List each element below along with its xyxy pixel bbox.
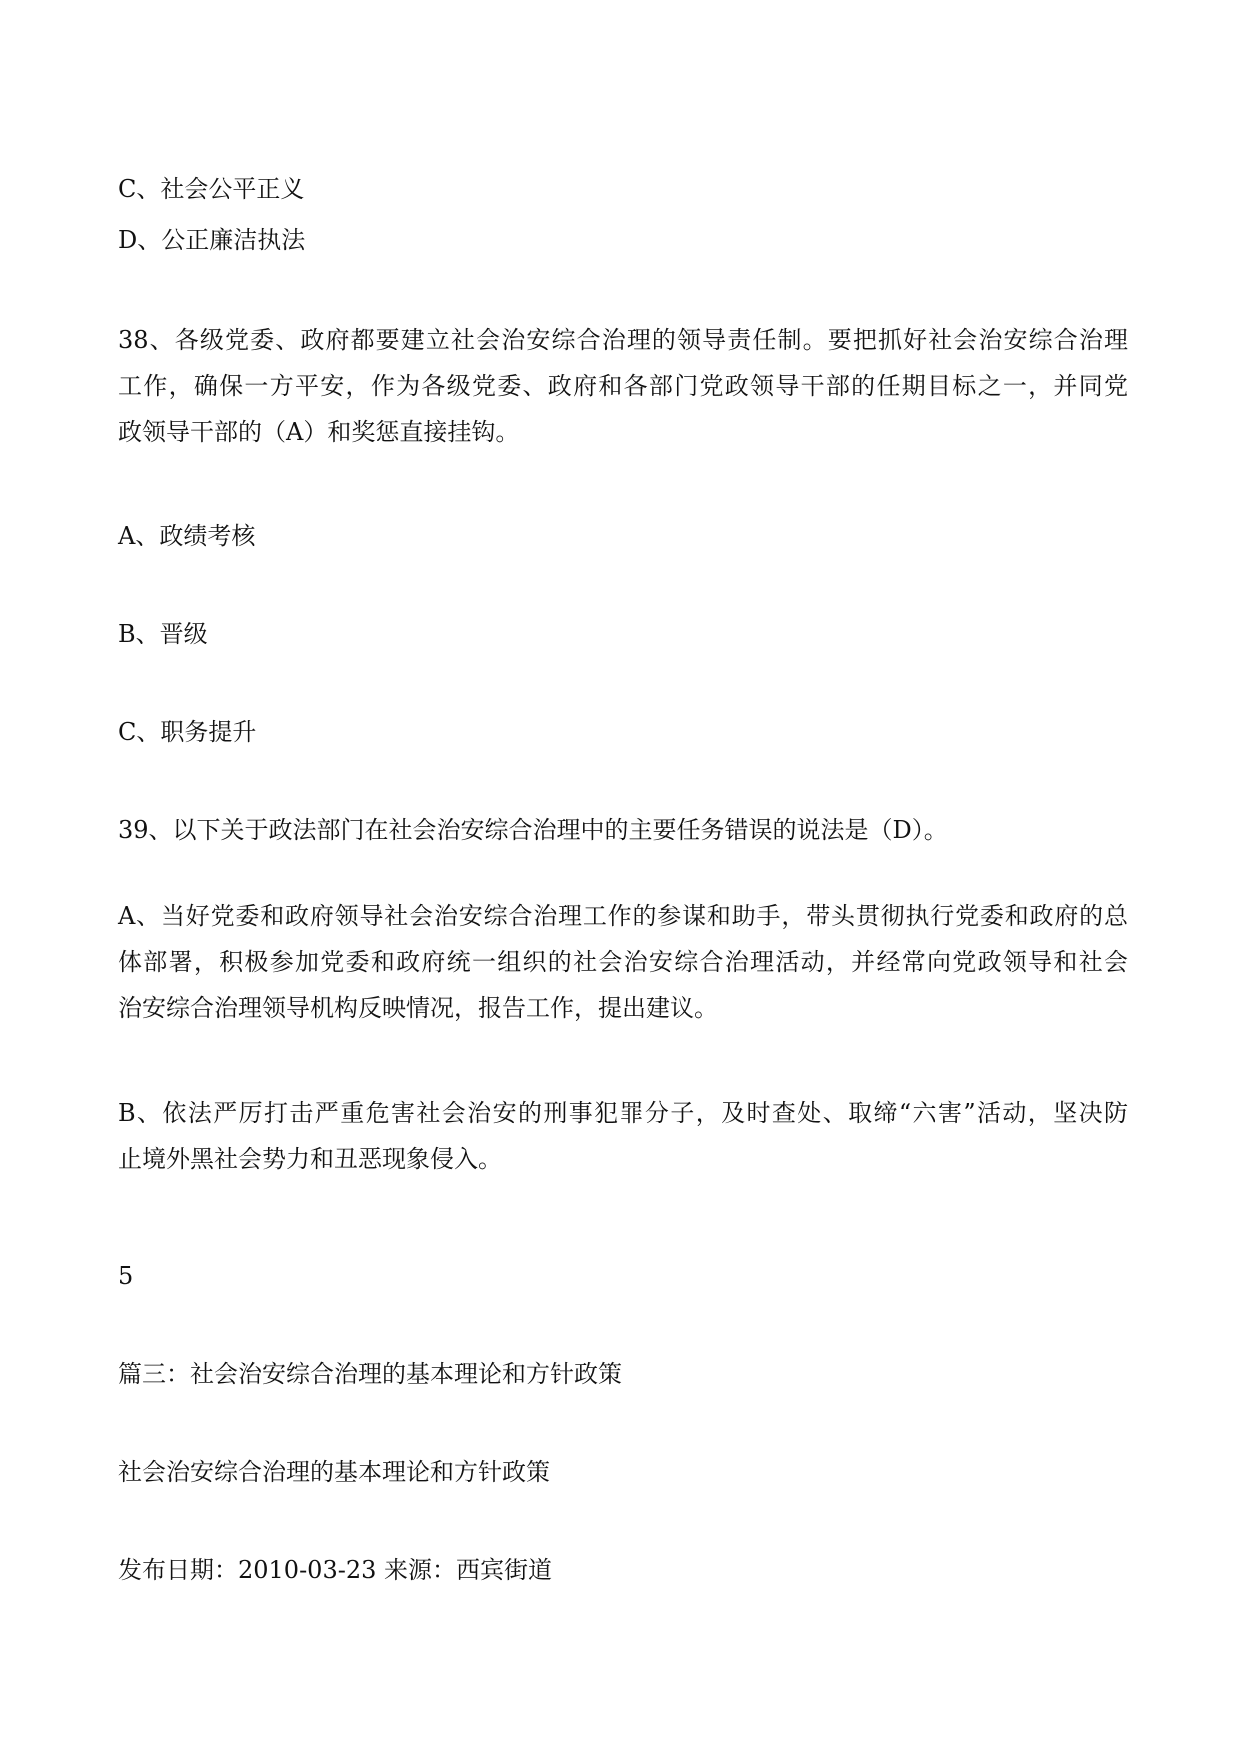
q38-option-c: C、职务提升 xyxy=(118,718,257,746)
section-meta: 发布日期：2010-03-23 来源：西宾街道 xyxy=(118,1556,553,1584)
page-number: 5 xyxy=(118,1262,134,1290)
q38-line-1: 38、各级党委、政府都要建立社会治安综合治理的领导责任制。要把抓好社会治安综合治理 xyxy=(118,326,1128,354)
q39-option-a-line-1: A、当好党委和政府领导社会治安综合治理工作的参谋和助手，带头贯彻执行党委和政府的总 xyxy=(118,902,1128,930)
q38-option-a: A、政绩考核 xyxy=(118,522,256,550)
q38-option-b: B、晋级 xyxy=(118,620,208,648)
q38-question xyxy=(118,317,1128,455)
q37-option-c: C、社会公平正义 xyxy=(118,175,305,203)
section-heading: 篇三：社会治安综合治理的基本理论和方针政策 xyxy=(118,1360,622,1388)
q39-option-a-line-2: 体部署，积极参加党委和政府统一组织的社会治安综合治理活动，并经常向党政领导和社会 xyxy=(118,948,1128,976)
q39-option-a-line-3: 治安综合治理领导机构反映情况，报告工作，提出建议。 xyxy=(118,994,718,1022)
q39-option-b xyxy=(118,1090,1128,1182)
q39-option-a xyxy=(118,893,1128,1031)
q39-question: 39、以下关于政法部门在社会治安综合治理中的主要任务错误的说法是（D）。 xyxy=(118,816,948,844)
q39-option-b-line-1: B、依法严厉打击严重危害社会治安的刑事犯罪分子，及时查处、取缔“六害”活动，坚决防 xyxy=(118,1099,1128,1127)
section-title: 社会治安综合治理的基本理论和方针政策 xyxy=(118,1458,550,1486)
q38-line-2: 工作，确保一方平安，作为各级党委、政府和各部门党政领导干部的任期目标之一，并同党 xyxy=(118,372,1128,400)
q38-line-3: 政领导干部的（A）和奖惩直接挂钩。 xyxy=(118,418,520,446)
q39-option-b-line-2: 止境外黑社会势力和丑恶现象侵入。 xyxy=(118,1145,502,1173)
q37-option-d: D、公正廉洁执法 xyxy=(118,226,306,254)
